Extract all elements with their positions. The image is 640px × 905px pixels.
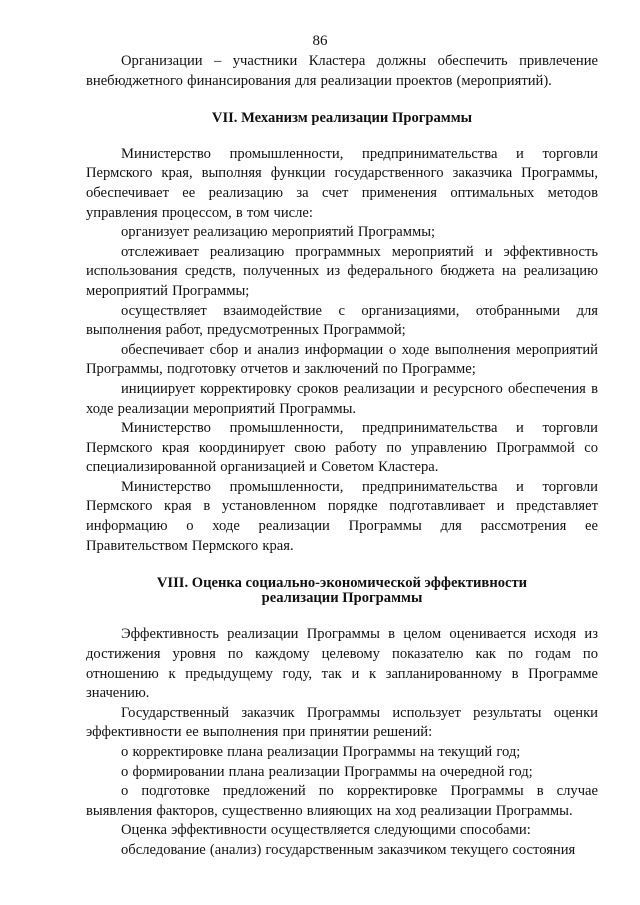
section-heading-line: VIII. Оценка социально-экономической эффективности <box>156 575 528 592</box>
section-heading-viii <box>86 576 598 605</box>
list-item: осуществляет взаимодействие с организациями, отобранными для выполнения работ, предусмотренных Программой; <box>86 302 598 339</box>
paragraph: Министерство промышленности, предпринимательства и торговли Пермского края в установленном порядке подготавливает и представляет информацию о ходе реализации Программы для рассмотрения ее Правительством Пермского края. <box>86 478 598 554</box>
paragraph: Организации – участники Кластера должны обеспечить привлечение внебюджетного финансирования для реализации проектов (мероприятий). <box>86 53 598 89</box>
page-number: 86 <box>312 33 328 49</box>
list-item: инициирует корректировку сроков реализации и ресурсного обеспечения в ходе реализации мероприятий Программы. <box>86 380 598 417</box>
paragraph: Оценка эффективности осуществляется следующими способами: <box>121 822 531 839</box>
section-heading-line: реализации Программы <box>261 589 423 606</box>
list-item: о корректировке плана реализации Программы на текущий год; <box>121 744 521 760</box>
list-item: о формировании плана реализации Программы на очередной год; <box>121 763 533 780</box>
list-item: обследование (анализ) государственным заказчиком текущего состояния <box>121 841 576 858</box>
paragraph: Министерство промышленности, предпринимательства и торговли Пермского края координирует свою работу по управлению Программой со специализированной организацией и Советом Кластера. <box>86 420 598 476</box>
section-heading-vii: VII. Механизм реализации Программы <box>211 110 473 127</box>
paragraph: Министерство промышленности, предпринимательства и торговли Пермского края, выполняя функции государственного заказчика Программы, обеспечивает ее реализацию за счет применения оптимальных методов управления процессом, в том числе: <box>86 145 598 221</box>
list-item: отслеживает реализацию программных мероприятий и эффективность использования средств, полученных из федерального бюджета на реализацию мероприятий Программы; <box>86 243 598 299</box>
list-item: организует реализацию мероприятий Программы; <box>121 224 436 241</box>
document-body <box>86 52 598 861</box>
paragraph: Государственный заказчик Программы использует результаты оценки эффективности ее выполнения при принятии решений: <box>86 704 598 741</box>
list-item: обеспечивает сбор и анализ информации о ходе выполнения мероприятий Программы, подготовку отчетов и заключений по Программе; <box>86 341 598 378</box>
list-item: о подготовке предложений по корректировке Программы в случае выявления факторов, существенно влияющих на ход реализации Программы. <box>86 783 598 819</box>
paragraph: Эффективность реализации Программы в целом оценивается исходя из достижения уровня по каждому целевому показателю как по годам по отношению к предыдущему году, так и к запланированному в Программе значению. <box>86 626 598 702</box>
